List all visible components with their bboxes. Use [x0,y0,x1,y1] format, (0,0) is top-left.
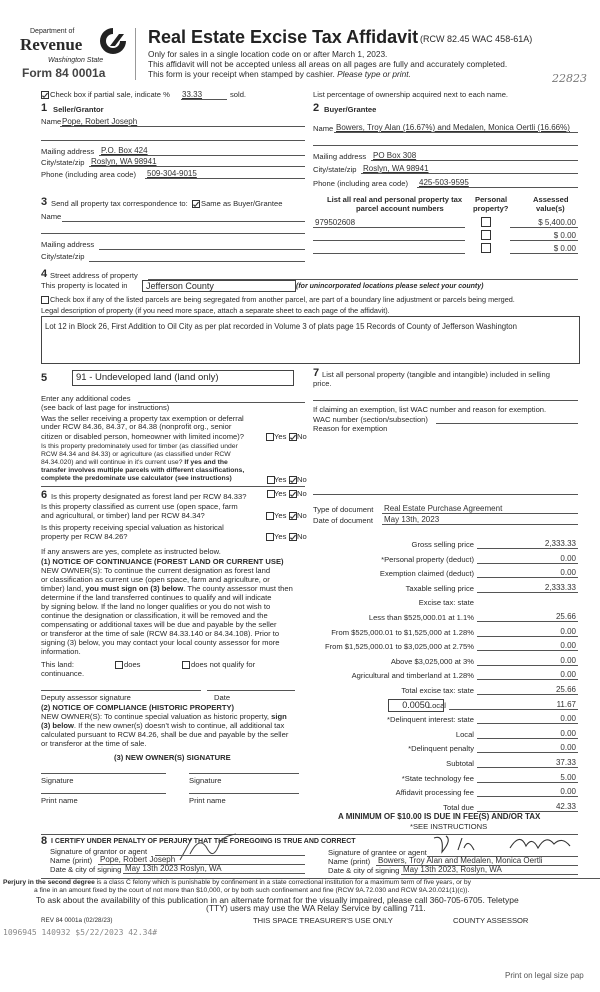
tax-row-value[interactable]: 0.00 [560,787,576,797]
tax-row-line [477,665,578,666]
yes-label: Yes [274,511,287,520]
answers-note: If any answers are yes, complete as instructed below. [41,547,221,556]
parcel-col-header-1b: parcel account numbers [356,204,444,213]
assessed-value[interactable]: $ 0.00 [553,231,576,240]
timber-question-line: Is this property predominately used for timber (as classified under [41,443,238,450]
page-title: Real Estate Excise Tax Affidavit [148,27,419,47]
assessed-value-line [510,253,578,254]
tax-row-value[interactable]: 0.00 [560,655,576,665]
deputy-signature-label: Deputy assessor signature [41,693,131,702]
section-6-number: 6 [41,489,48,501]
seller-mailing-label: Mailing address [41,147,95,156]
tax-row-line [477,621,578,622]
partial-percent-line [181,99,227,100]
tax-row-label: From $525,000.01 to $1,525,000 at 1.28% [331,627,474,637]
tax-row-line [477,723,578,724]
new-owner-signature-line [41,773,166,774]
corr-mailing-line [99,249,305,250]
notice-line: continue the designation or classification, it will be removed and the [41,611,268,620]
assessed-value[interactable]: $ 5,400.00 [538,218,576,227]
additional-codes-label: Enter any additional codes [41,394,131,403]
parcel-col-header-3b: value(s) [536,204,565,213]
tax-row-line [477,752,578,753]
notice-line: or transferor at the time of sale (RCW 84.33.140 or 84.34.108). Prior to [41,629,280,638]
exemption-yes-checkbox[interactable] [266,433,274,441]
perjury-line-1 [3,879,471,886]
grantor-signature-line [155,855,305,856]
tax-row-label: Agricultural and timberland at 1.28% [351,671,474,681]
parcel-account-line [313,253,465,254]
buyer-city-line [361,173,578,174]
buyer-name-label: Name [313,124,334,133]
revision-code: REV 84 0001a (02/28/23) [41,917,113,924]
section-2-number: 2 [313,102,320,114]
compliance-text: NEW OWNER(S): To continue special valuation as historic property, [41,712,270,721]
new-owner-signature-title: (3) NEW OWNER(S) SIGNATURE [114,753,231,762]
seller-mailing-line [99,155,305,156]
timber-question-text: 84.34.020) and will continue in it's current use? [41,459,183,466]
historic-question-line: Is this property receiving special valuation as historical [41,523,224,532]
forest-question: Is this property designated as forest land per RCW 84.33? [51,492,247,501]
timber-question-line: RCW 84.34 and 84.33) or agriculture (as classified under RCW [41,451,231,458]
grantee-name-label: Name (print) [328,857,371,866]
form-number: Form 84 0001a [22,66,106,80]
section-5-number: 5 [41,372,48,384]
grantor-date-line [123,873,305,874]
segregated-checkbox[interactable] [41,296,49,304]
notice-line: by signing below. If the land no longer qualifies or you do not wish to [41,602,271,611]
buyer-heading: Buyer/Grantee [324,105,377,114]
personal-property-line [313,400,578,401]
compliance-text: . If the new owner(s) doesn't wish to continue, all additional tax [73,721,285,730]
tax-row-label: *Delinquent interest: state [387,715,474,725]
personal-property-label-2: price. [313,379,332,388]
wac-line [436,423,578,424]
compliance-bold: (3) below [41,721,74,730]
tax-row-label: Excise tax: state [418,598,474,608]
section-8-number: 8 [41,835,48,847]
no-label: No [297,511,307,520]
forest-no-checkbox[interactable] [289,490,297,498]
doc-type-line [382,513,578,514]
corr-city-line [89,261,305,262]
notice-text: . The county assessor must then [183,584,293,593]
section-7-number: 7 [313,367,320,379]
no-label: No [297,475,307,484]
this-land-label: This land: [41,660,74,669]
parcel-account[interactable]: 979502608 [315,218,356,227]
corr-name-line-2 [41,233,305,234]
tax-row-label: Subtotal [446,759,474,768]
tax-row-value[interactable]: 25.66 [555,612,576,621]
same-as-buyer-checkbox[interactable] [192,200,200,208]
tax-row-label: Total due [443,802,474,812]
tax-row-label: Local [455,729,474,739]
tax-row-value[interactable]: 37.33 [555,758,576,767]
notice-continuance-title: (1) NOTICE OF CONTINUANCE (FOREST LAND OR CURRENT USE) [41,557,284,566]
tax-row-value[interactable]: 0.00 [560,728,576,738]
seller-name-line [60,126,305,127]
parcel-account-line [313,227,465,228]
does-label: does [124,660,141,669]
tax-row-line [477,738,578,739]
doc-type-value[interactable]: Real Estate Purchase Agreement [384,504,503,513]
tax-row-value[interactable]: 25.66 [555,685,576,694]
tax-row-value[interactable]: 0.00 [560,553,576,563]
buyer-name-line [334,132,578,133]
tax-row-label: Local [427,700,446,710]
county-note: (for unincorporated locations please select your county) [296,283,484,290]
subtitle-line-3 [148,70,411,79]
no-label: No [297,489,307,498]
timber-no-checkbox[interactable] [289,476,297,484]
grantee-date-label: Date & city of signing [328,866,400,875]
yes-label: Yes [274,475,287,484]
tax-row-line [477,563,578,564]
tax-row-label: Exemption claimed (deduct) [379,569,474,579]
see-instructions: *SEE INSTRUCTIONS [410,822,488,831]
yes-label: Yes [274,532,287,541]
wac-label: WAC number (section/subsection) [313,415,428,424]
tax-row-line [477,548,578,549]
seller-city-line [89,166,305,167]
tax-row-label: Taxable selling price [405,583,474,593]
subtitle-line-2: This affidavit will not be accepted unless all areas on all pages are fully and accurately completed. [148,59,508,69]
tax-row-value[interactable]: 11.67 [556,699,576,709]
cashier-stamp: 1096945 140932 $5/22/2023 42.34# [3,928,158,937]
partial-percent-value[interactable]: 33.33 [182,90,203,99]
accessibility-line-2: (TTY) users may use the WA Relay Service by calling 711. [206,903,426,913]
perjury-bold: Perjury in the second degree [3,879,95,886]
exemption-question-line: citizen or disabled person, homeowner with limited income)? [41,432,245,441]
no-label: No [297,532,307,541]
perjury-line-2: a fine in an amount fixed by the court of not more than $10,000, or by both such confinement and fine (RCW 9A.72.030 and RCW 9A.20.021(1)(c)). [34,887,470,894]
ownership-note: List percentage of ownership acquired next to each name. [313,90,509,99]
continuance-label: continuance. [41,669,85,678]
grantee-signature-label: Signature of grantee or agent [328,848,427,857]
tax-row-value[interactable]: 0.00 [560,670,576,680]
parcel-account-line [313,240,465,241]
personal-property-label: List all personal property (tangible and intangible) included in selling [322,370,550,379]
seller-city-label: City/state/zip [41,158,85,167]
buyer-phone-label: Phone (including area code) [313,179,408,188]
grantor-name-label: Name (print) [50,856,93,865]
handwritten-number: 22823 [552,72,587,85]
grantee-date-value[interactable]: May 13th 2023, Roslyn, WA [403,865,502,874]
codes-note: (see back of last page for instructions) [41,403,170,412]
tax-row-line [477,694,578,695]
tax-row-label: *State technology fee [401,773,474,783]
notice-text: timber) land, [41,584,84,593]
tax-row-label: Above $3,025,000 at 3% [390,656,474,666]
reason-label: Reason for exemption [313,424,388,433]
exemption-question-line: under RCW 84.36, 84.37, or 84.38 (nonprofit org., senior [41,422,232,431]
same-as-buyer-label: Same as Buyer/Grantee [201,199,283,208]
compliance-line: calculated pursuant to RCW 84.26, shall be due and payable by the seller [41,730,289,739]
correspondence-label: Send all property tax correspondence to: [51,199,188,208]
buyer-name-line-2 [313,145,578,146]
exemption-no-checkbox[interactable] [289,433,297,441]
notice-line: signing (3) below, you may contact your local county assessor for more [41,638,280,647]
compliance-bold: sign [271,712,287,721]
grantor-date-label: Date & city of signing [50,865,122,874]
reason-line [313,494,578,495]
partial-sale-label: Check box if partial sale, indicate % [50,90,170,99]
notice-line: or classification as current use (open space, farm and agriculture, or [41,575,270,584]
seller-phone-value[interactable]: 509-304-9015 [147,169,197,178]
yes-label: Yes [274,489,287,498]
certify-statement: I CERTIFY UNDER PENALTY OF PERJURY THAT THE FOREGOING IS TRUE AND CORRECT [51,838,356,845]
seller-name-label: Name [41,117,62,126]
tax-row-value[interactable]: 0.00 [560,626,576,636]
perjury-text: is a class C felony which is punishable by confinement in a state correctional institution for a maximum term of five years, or by [96,879,471,886]
tax-row-label: Total excise tax: state [401,686,474,695]
receipt-note: This form is your receipt when stamped by cashier. [148,69,335,79]
notice-bold: you must sign on (3) below [85,584,184,593]
notice-line: determine if the land transferred continues to qualify and will indicate [41,593,272,602]
header-divider [135,28,136,80]
seller-name-line-2 [41,140,305,141]
assessed-value-line [510,240,578,241]
tax-row-line [477,679,578,680]
buyer-name-value[interactable]: Bowers, Troy Alan (16.67%) and Medalen, Monica Oertli (16.66%) [336,123,570,132]
grantor-date-value[interactable]: May 13th 2023 Roslyn, WA [125,864,222,873]
tax-row-label: Gross selling price [411,540,474,549]
section-3-number: 3 [41,196,48,208]
legal-description-field[interactable] [41,316,580,364]
current-use-question-line: and agricultural, or timber) land per RCW 84.34? [41,511,205,520]
divider [41,486,305,487]
buyer-city-label: City/state/zip [313,165,357,174]
doc-type-label: Type of document [313,505,374,514]
doc-date-value[interactable]: May 13th, 2023 [384,515,440,524]
partial-sale-checkbox[interactable] [41,91,49,99]
tax-row-line [477,592,578,593]
notice-line: information. [41,647,81,656]
parcel-col-header-2b: property? [473,204,509,213]
street-address-label: Street address of property [50,271,138,280]
grantor-signature-label: Signature of grantor or agent [50,847,148,856]
tax-row-label: Affidavit processing fee [395,788,474,798]
print-name-line [41,793,166,794]
legal-description-value: Lot 12 in Block 26, First Addition to Oil City as per plat recorded in Volume 3 of plats page 15 Records of County of Jefferson Washington [45,322,517,331]
signature-label: Signature [41,776,74,785]
notice-compliance-title: (2) NOTICE OF COMPLIANCE (HISTORIC PROPERTY) [41,703,235,712]
timber-question-line [41,459,228,466]
minimum-due-note: A MINIMUM OF $10.00 IS DUE IN FEE(S) AND/OR TAX [338,812,541,821]
tax-row-line [477,577,578,578]
use-code-value: 91 - Undeveloped land (land only) [76,372,219,383]
county-select[interactable] [142,280,296,292]
corr-city-label: City/state/zip [41,252,85,261]
print-name-label: Print name [41,796,78,805]
segregated-label: Check box if any of the listed parcels are being segregated from another parcel, are part of a boundary line adjustment or parcels being merged. [50,295,515,304]
parcel-col-header-3a: Assessed [533,195,569,204]
print-legal-note: Print on legal size pap [505,971,584,980]
logo-dept: Department of [30,28,75,35]
tax-row-line [477,650,578,651]
treasurer-use-label: THIS SPACE TREASURER'S USE ONLY [253,916,393,925]
seller-mailing-value[interactable]: P.O. Box 424 [101,146,148,155]
accessibility-line-1: To ask about the availability of this publication in an alternate format for the visually impaired, please call 360-705-6705. Teletype [36,895,519,905]
notice-line: NEW OWNER(S): To continue the current designation as forest land [41,566,271,575]
buyer-city-value[interactable]: Roslyn, WA 98941 [363,164,429,173]
timber-question-bold: complete the predominate use calculator (see instructions) [41,475,232,482]
tax-row-line [477,636,578,637]
buyer-mailing-value[interactable]: PO Box 308 [373,151,417,160]
tax-row-label: From $1,525,000.01 to $3,025,000 at 2.75% [324,642,474,652]
subtitle-line-1: Only for sales in a single location code on or after March 1, 2023. [148,49,388,59]
logo-state: Washington State [48,57,104,64]
use-code-select[interactable] [72,370,294,386]
grantee-name-value[interactable]: Bowers, Troy Alan and Medalen, Monica Oertli [378,856,543,865]
type-or-print: Please type or print. [337,69,411,79]
assessed-value-line [510,227,578,228]
tax-row-value[interactable]: 0.00 [560,743,576,753]
current-use-no-checkbox[interactable] [289,512,297,520]
tax-row-value[interactable]: 2,333.33 [544,539,576,548]
historic-question-line: property per RCW 84.26? [41,532,128,541]
print-name-label: Print name [189,796,226,805]
doc-date-line [382,524,578,525]
seller-heading: Seller/Grantor [53,105,104,114]
tax-row-line [477,782,578,783]
buyer-phone-value[interactable]: 425-503-9595 [419,178,469,187]
logo-revenue: Revenue [20,35,83,54]
county-value: Jefferson County [146,281,214,291]
buyer-mailing-line [371,160,578,161]
tax-row-value[interactable]: 0.00 [560,714,576,724]
buyer-phone-line [417,187,578,188]
does-qualify-checkbox[interactable] [115,661,123,669]
seller-name-value[interactable]: Pope, Robert Joseph [62,117,138,126]
notice-line: compensating or additional taxes will be due and payable by the seller [41,620,277,629]
tax-row-line [477,796,578,797]
grantee-date-line [401,874,578,875]
seller-phone-line [145,178,305,179]
section-4-number: 4 [41,268,48,280]
timber-question-bold: If yes and the [184,459,228,466]
tax-row-value[interactable]: 0.00 [560,641,576,651]
corr-name-line [62,221,305,222]
section-1-number: 1 [41,102,48,114]
tax-row-label: *Personal property (deduct) [381,554,474,564]
tax-row-label: Less than $525,000.01 at 1.1% [368,613,474,622]
doc-date-label: Date of document [313,516,373,525]
current-use-yes-checkbox[interactable] [266,512,274,520]
tax-row-value[interactable]: 42.33 [555,801,576,811]
tax-row-value[interactable]: 5.00 [560,772,576,782]
tax-row-value[interactable]: 2,333.33 [544,582,576,592]
corr-name-label: Name [41,212,62,221]
tax-row-line [477,767,578,768]
legal-desc-label: Legal description of property (if you need more space, attach a separate sheet to each page of the affidavit). [41,306,390,315]
tax-row-value[interactable]: 0.00 [560,568,576,578]
dor-emblem-icon [98,26,128,56]
timber-question-bold: transfer involves multiple parcels with different classifications, [41,467,245,474]
parcel-col-header-1a: List all real and personal property tax [327,195,463,204]
parcel-col-header-2a: Personal [475,195,508,204]
title-rcw: (RCW 82.45 WAC 458-61A) [420,34,533,44]
partial-sold-label: sold. [230,90,247,99]
tax-row-label: *Delinquent penalty [408,744,474,754]
current-use-question-line: Is this property classified as current use (open space, farm [41,502,238,511]
buyer-mailing-label: Mailing address [313,152,367,161]
yes-label: Yes [274,432,287,441]
located-label: This property is located in [41,281,128,290]
grantee-signature [430,832,580,858]
does-not-label: does not qualify for [191,660,256,669]
seller-city-value[interactable]: Roslyn, WA 98941 [91,157,157,166]
no-label: No [297,432,307,441]
signature-label: Signature [189,776,222,785]
assessed-value[interactable]: $ 0.00 [553,244,576,253]
county-assessor-label: COUNTY ASSESSOR [453,916,529,925]
grantor-name-value[interactable]: Pope, Robert Joseph [100,855,176,864]
deputy-date-label: Date [214,693,231,702]
exemption-question-line: Was the seller receiving a property tax exemption or deferral [41,414,244,423]
tax-row-line [449,709,578,710]
local-rate-field[interactable] [388,699,444,712]
corr-mailing-label: Mailing address [41,240,95,249]
compliance-line: or transferor at the time of sale. [41,739,147,748]
exemption-instructions: If claiming an exemption, list WAC number and reason for exemption. [313,405,547,414]
local-rate-value: 0.0050 [402,700,430,710]
seller-phone-label: Phone (including area code) [41,170,136,179]
